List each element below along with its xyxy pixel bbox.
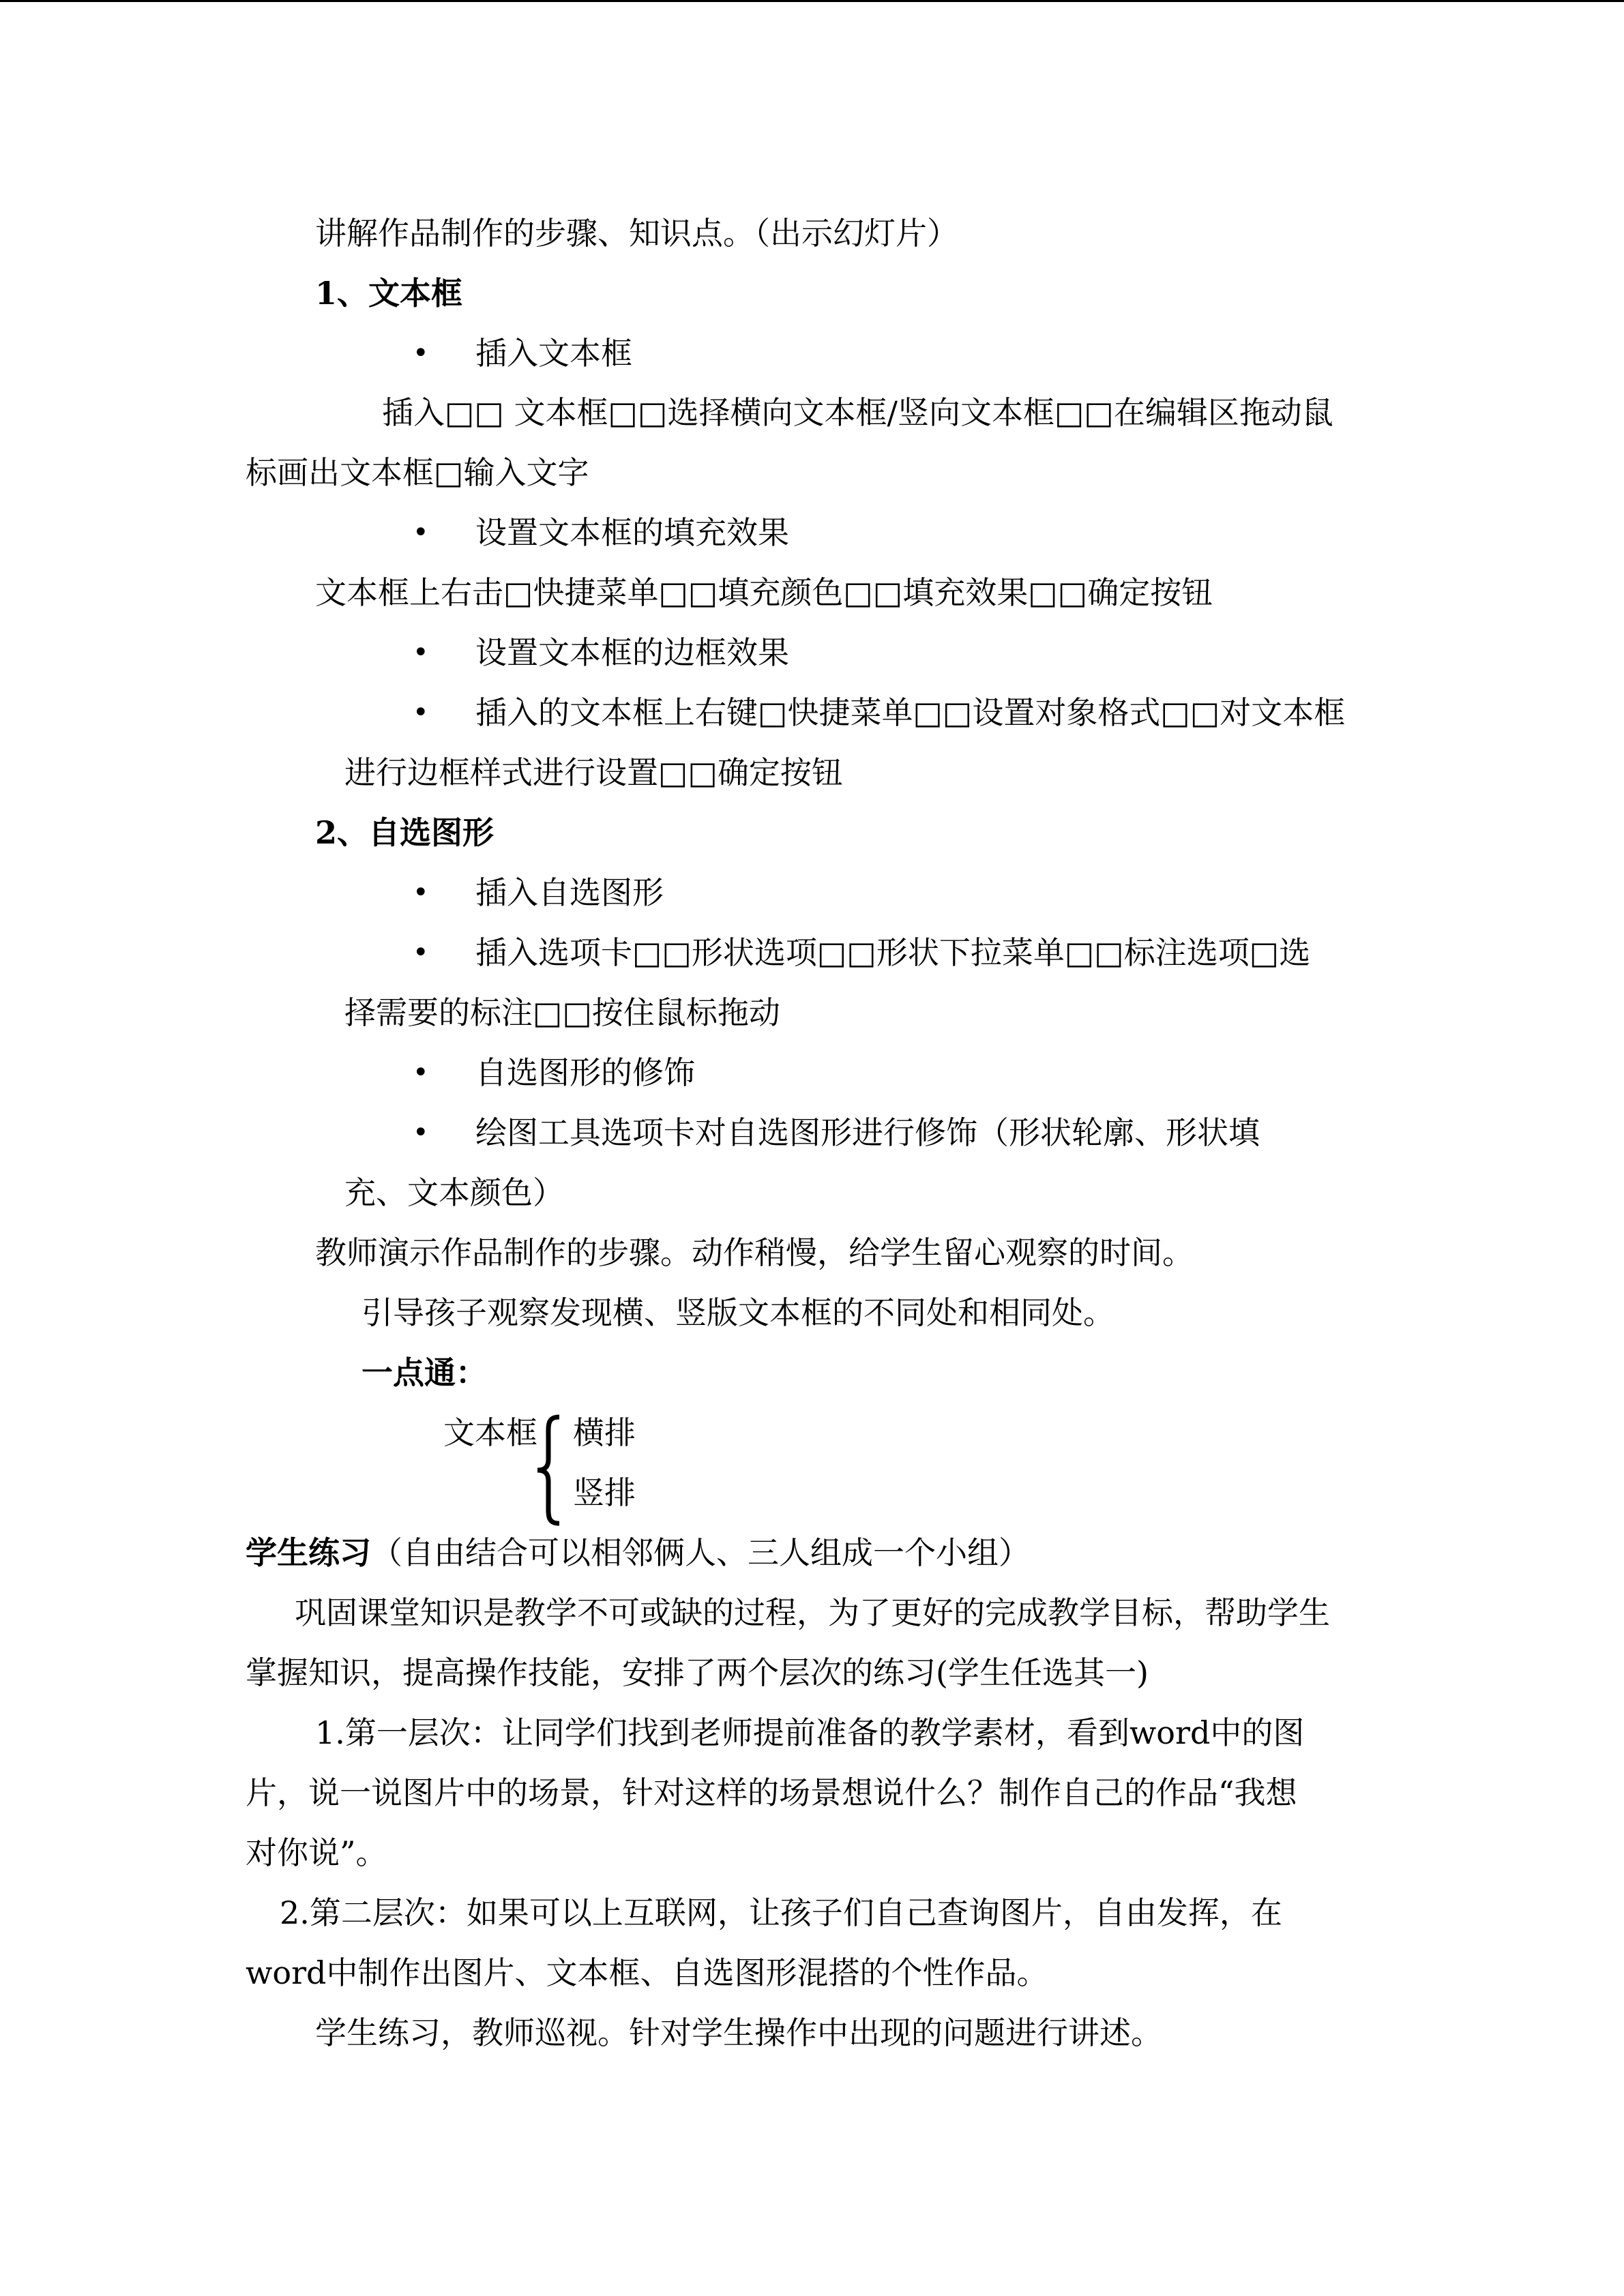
consolidate-para-2: 掌握知识，提高操作技能，安排了两个层次的练习(学生任选其一) xyxy=(246,1654,1149,1691)
section-heading-autoshape: 2、自选图形 xyxy=(315,814,494,851)
bullet-icon: • xyxy=(413,338,429,369)
curly-brace-icon xyxy=(532,1412,566,1527)
bullet-border-steps-2: 进行边框样式进行设置□□确定按钮 xyxy=(344,754,843,791)
level-two-para-2: word中制作出图片、文本框、自选图形混搭的个性作品。 xyxy=(246,1954,1048,1991)
bullet-icon: • xyxy=(413,937,429,968)
bullet-insert-autoshape: 插入自选图形 xyxy=(475,874,664,911)
textbox-diagram-label: 文本框 xyxy=(443,1414,537,1451)
consolidate-para-1: 巩固课堂知识是教学不可或缺的过程，为了更好的完成教学目标，帮助学生 xyxy=(295,1594,1330,1631)
bullet-insert-textbox: 插入文本框 xyxy=(475,335,632,372)
guide-observe-line: 引导孩子观察发现横、竖版文本框的不同处和相同处。 xyxy=(361,1294,1114,1331)
bullet-icon: • xyxy=(413,637,429,668)
student-practice-note: （自由结合可以相邻俩人、三人组成一个小组） xyxy=(371,1534,1030,1571)
bullet-icon: • xyxy=(413,1117,429,1148)
practice-closing-line: 学生练习，教师巡视。针对学生操作中出现的问题进行讲述。 xyxy=(315,2014,1162,2051)
textbox-option-horizontal: 横排 xyxy=(573,1414,636,1451)
intro-line: 讲解作品制作的步骤、知识点。（出示幻灯片） xyxy=(315,215,958,252)
bullet-fill-effect: 设置文本框的填充效果 xyxy=(475,514,789,551)
bullet-drawing-tools-1: 绘图工具选项卡对自选图形进行修饰（形状轮廓、形状填 xyxy=(475,1114,1260,1151)
student-practice-title: 学生练习 xyxy=(246,1534,371,1571)
bullet-border-effect: 设置文本框的边框效果 xyxy=(475,634,789,671)
teacher-demo-line: 教师演示作品制作的步骤。动作稍慢，给学生留心观察的时间。 xyxy=(315,1234,1194,1271)
page-top-border xyxy=(0,0,1624,2)
level-one-para-2: 片，说一说图片中的场景，针对这样的场景想说什么？制作自己的作品“我想 xyxy=(246,1774,1297,1811)
textbox-option-vertical: 竖排 xyxy=(573,1474,636,1511)
para-insert-steps-1: 插入□□ 文本框□□选择横向文本框/竖向文本框□□在编辑区拖动鼠 xyxy=(382,394,1333,431)
bullet-icon: • xyxy=(413,517,429,548)
bullet-icon: • xyxy=(413,877,429,908)
bullet-drawing-tools-2: 充、文本颜色） xyxy=(344,1174,564,1211)
para-fill-steps: 文本框上右击□快捷菜单□□填充颜色□□填充效果□□确定按钮 xyxy=(315,574,1213,611)
bullet-icon: • xyxy=(413,1057,429,1088)
para-insert-steps-2: 标画出文本框□输入文字 xyxy=(246,454,589,491)
level-one-para-3: 对你说”。 xyxy=(246,1834,387,1871)
bullet-icon: • xyxy=(413,697,429,728)
bullet-autoshape-steps-2: 择需要的标注□□按住鼠标拖动 xyxy=(344,994,780,1031)
level-one-para-1: 1.第一层次：让同学们找到老师提前准备的教学素材，看到word中的图 xyxy=(315,1714,1305,1751)
bullet-autoshape-decorate: 自选图形的修饰 xyxy=(475,1054,695,1091)
bullet-border-steps-1: 插入的文本框上右键□快捷菜单□□设置对象格式□□对文本框 xyxy=(475,694,1346,731)
bullet-autoshape-steps-1: 插入选项卡□□形状选项□□形状下拉菜单□□标注选项□选 xyxy=(475,934,1311,971)
level-two-para-1: 2.第二层次：如果可以上互联网，让孩子们自己查询图片，自由发挥，在 xyxy=(280,1894,1282,1931)
student-practice-heading xyxy=(246,1532,1030,1573)
section-heading-textbox: 1、文本框 xyxy=(315,275,463,312)
tip-heading: 一点通： xyxy=(361,1354,487,1391)
